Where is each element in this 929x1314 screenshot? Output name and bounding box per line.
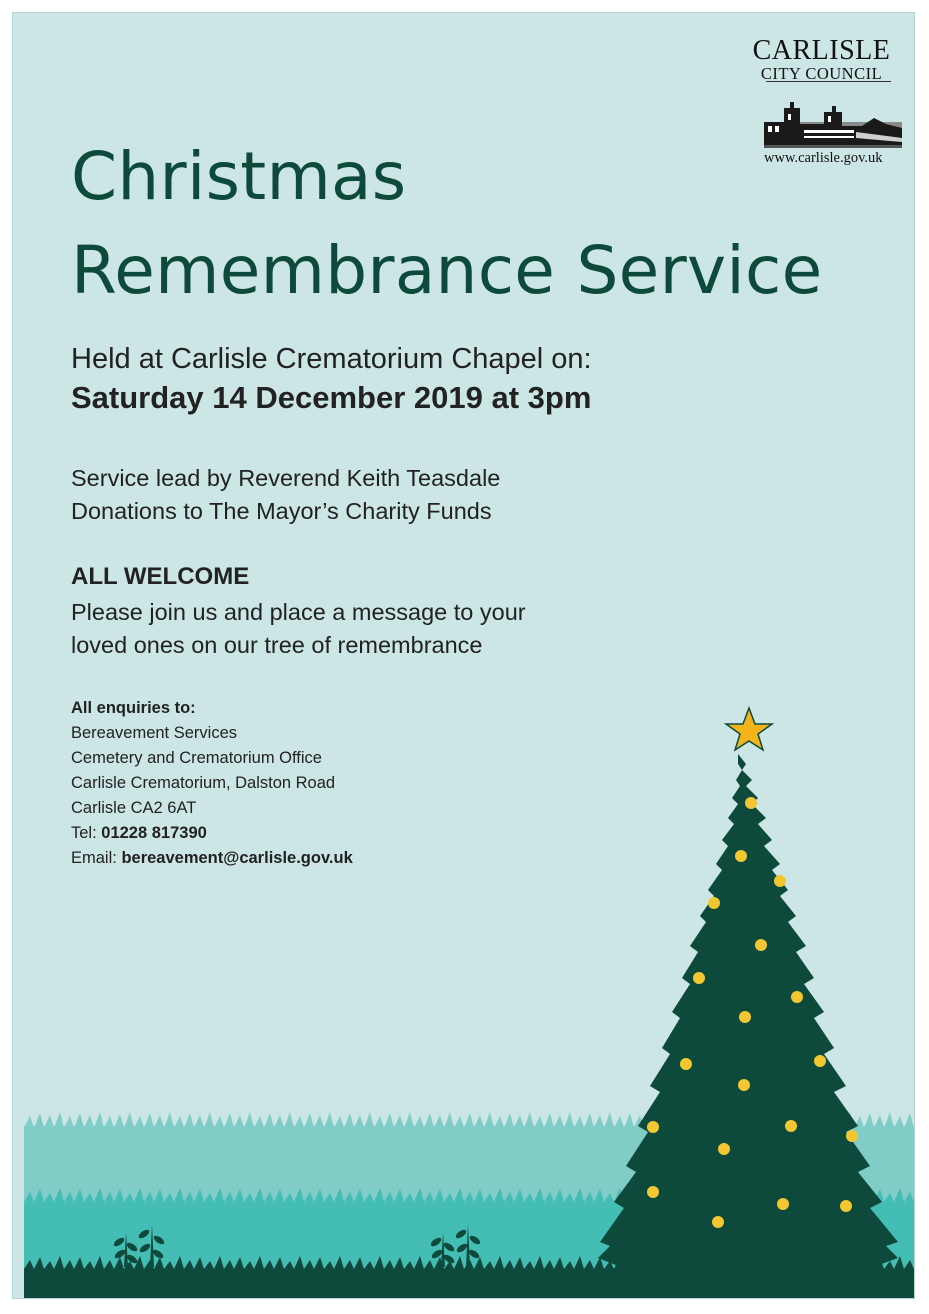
- bauble-icon: [680, 1058, 692, 1070]
- title-line-1: Christmas: [71, 138, 407, 215]
- bauble-icon: [647, 1186, 659, 1198]
- council-logo: [752, 36, 902, 176]
- bauble-icon: [739, 1011, 751, 1023]
- bauble-icon: [718, 1143, 730, 1155]
- bauble-icon: [814, 1055, 826, 1067]
- star-icon: [726, 708, 772, 750]
- welcome-heading: ALL WELCOME: [71, 563, 250, 590]
- venue-line: Held at Carlisle Crematorium Chapel on:: [71, 343, 592, 375]
- tel-number[interactable]: 01228 817390: [101, 824, 207, 842]
- grass-scene: [24, 702, 915, 1299]
- service-lead: Service lead by Reverend Keith Teasdale: [71, 465, 501, 491]
- bauble-icon: [774, 875, 786, 887]
- donations-note: Donations to The Mayor’s Charity Funds: [71, 498, 492, 524]
- bauble-icon: [738, 1079, 750, 1091]
- page-title: [71, 130, 823, 318]
- bauble-icon: [735, 850, 747, 862]
- welcome-line-1: Please join us and place a message to your: [71, 599, 526, 625]
- bauble-icon: [777, 1198, 789, 1210]
- welcome-line-2: loved ones on our tree of remembrance: [71, 632, 483, 658]
- bauble-icon: [712, 1216, 724, 1228]
- welcome-message: [71, 596, 526, 662]
- enquiries-line: Bereavement Services: [71, 724, 237, 742]
- title-line-2: Remembrance Service: [71, 232, 823, 309]
- enquiries-line: Carlisle CA2 6AT: [71, 799, 197, 817]
- bauble-icon: [840, 1200, 852, 1212]
- logo-name: CARLISLE: [752, 35, 891, 66]
- bauble-icon: [846, 1130, 858, 1142]
- tel-label: Tel:: [71, 824, 102, 842]
- email-label: Email:: [71, 849, 122, 867]
- email-address[interactable]: bereavement@carlisle.gov.uk: [121, 849, 353, 867]
- enquiries-line: Cemetery and Crematorium Office: [71, 749, 322, 767]
- enquiries-line: Carlisle Crematorium, Dalston Road: [71, 774, 336, 792]
- christmas-tree-icon: [598, 754, 898, 1299]
- event-datetime: Saturday 14 December 2019 at 3pm: [71, 380, 592, 415]
- service-details: [71, 462, 500, 528]
- enquiries-heading: All enquiries to:: [71, 699, 196, 717]
- bauble-icon: [647, 1121, 659, 1133]
- logo-subtitle: CITY COUNCIL: [760, 64, 883, 83]
- bauble-icon: [708, 897, 720, 909]
- bauble-icon: [693, 972, 705, 984]
- bauble-icon: [785, 1120, 797, 1132]
- logo-url[interactable]: www.carlisle.gov.uk: [764, 150, 883, 166]
- castle-skyline-icon: [764, 98, 902, 148]
- bauble-icon: [791, 991, 803, 1003]
- bauble-icon: [745, 797, 757, 809]
- poster: [12, 12, 915, 1299]
- bauble-icon: [755, 939, 767, 951]
